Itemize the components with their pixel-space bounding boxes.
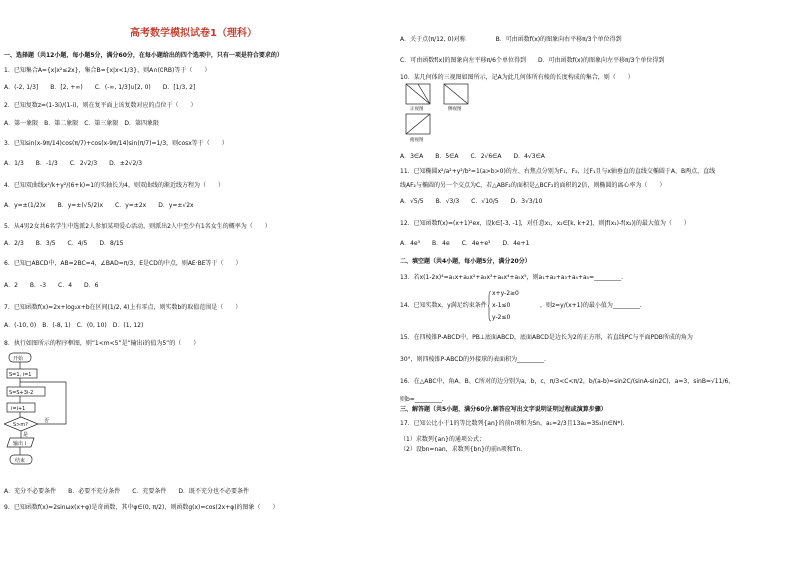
constraint-brace xyxy=(488,290,492,322)
section-answer-heading: 三、解答题（共5小题，满分60分.解答应写出文字说明证明过程或演算步骤） xyxy=(400,406,607,413)
question-3-options: A．1/3 B．-1/3 C．2√2/3 D．±2√2/3 xyxy=(4,160,143,167)
flowchart-yes-label: 是 xyxy=(23,432,29,438)
question-3: 3．已知sin(x-9π/14)cos(π/7)+cos(x-9π/14)sin(π/7)=1/3，则cosx等于（ ） xyxy=(4,140,228,147)
question-11-options: A．√5/5 B．√3/3 C．√10/5 D．3√3/10 xyxy=(400,198,543,205)
front-view-label: 正视图 xyxy=(410,107,424,112)
question-14-constraint-3: y-2≤0 xyxy=(492,314,511,321)
flowchart-no-label: 否 xyxy=(44,418,50,424)
question-12: 12．已知函数f(x)=(x+1)²ex，设k∈[-3, -1]，对任意x₁，x₂∈[k, k+2]，则|f(x₁)-f(x₂)|的最大值为（ ） xyxy=(400,220,690,227)
section-choice-heading: 一、选择题（共12小题，每小题5分，满分60分，在每小题给出的四个选项中，只有一项是符合要求的） xyxy=(4,52,283,59)
question-16: 16．在△ABC中，角A、B、C所对的边分别为a，b，c，π/3<C<π/2，b/(a-b)=sin2C/(sinA-sin2C)，a=3，sinB=√11/6， xyxy=(400,378,735,385)
flowchart-start-label: 开始 xyxy=(13,356,24,362)
question-11-cont: 线AF₂与椭圆的另一个交点为C，若△ABF₂的面积是△BCF₂的面积的2倍，则椭圆的离心率为（ ） xyxy=(400,182,666,189)
question-2: 2．已知复数z=(1-3i)/(1-i)，则在复平面上该复数对应的点位于（ ） xyxy=(4,102,197,109)
question-15: 15．在四棱锥P-ABCD中，PB⊥底面ABCD，底面ABCD是边长为2的正方形，若直线PC与平面PDB所成的角为 xyxy=(400,334,693,341)
question-16-cont: 则b=_________. xyxy=(400,396,444,403)
question-5-options: A．2/3 B．3/5 C．4/5 D．8/15 xyxy=(4,240,124,247)
question-11: 11．已知椭圆x²/a²+y²/b²=1(a>b>0)的左、右焦点分别为F₁，F₂，过F₁且与x轴垂直的直线交椭圆于A、B两点，直线 xyxy=(400,168,716,175)
top-view-label: 俯视图 xyxy=(410,138,424,143)
flowchart-increment-label: i=i+1 xyxy=(11,406,26,412)
question-17-part-1: （1）求数列{an}的通项公式； xyxy=(400,436,485,443)
question-14: 14．已知实数x，y满足约束条件 xyxy=(400,302,487,309)
question-13: 13．若x(1-2x)⁴=a₁x+a₂x²+a₃x³+a₄x⁴+a₅x⁵，则a₁+a₂+a₃+a₄+a₅=_________. xyxy=(400,274,623,281)
question-8-options: A．充分不必要条件 B．必要不充分条件 C．充要条件 D．既不充分也不必要条件 xyxy=(4,488,250,495)
question-17: 17．已知公比小于1的等比数列{an}的前n项和为Sn，a₁=2/3且13a₂=3S₃(n∈N*). xyxy=(400,420,625,427)
flowchart-diagram xyxy=(4,350,94,478)
side-view-label: 侧视图 xyxy=(448,107,462,112)
question-14-cont: ，则z=y/(x+1)的最小值为_________. xyxy=(540,302,642,309)
question-1: 1．已知集合A={x|x²≤2x}，集合B={x|x<1/3}，则A∩(∁RB)等于（ ） xyxy=(4,67,211,74)
question-1-options: A．(-2, 1/3] B．[2, +∞) C．(-∞, 1/3]∪[2, 0) D．[1/3, 2] xyxy=(4,84,196,91)
question-9-options-ab: A．关于点(π/12, 0)对称 B．可由函数f(x)的图象向右平移π/3个单位得到 xyxy=(400,36,622,43)
question-6: 6．已知□ABCD中，AB=2BC=4，∠BAD=π/3，E是CD的中点，则AE·BE等于（ ） xyxy=(4,260,242,267)
right-column xyxy=(400,0,785,562)
question-10: 10．某几何体的三视图如图所示，记A为此几何体所有棱的长度构成的集合，则（ ） xyxy=(400,74,634,81)
section-fill-heading: 二、填空题（共4小题，每小题5分，满分20分） xyxy=(400,258,531,265)
question-2-options: A．第一象限 B．第二象限 C．第三象限 D．第四象限 xyxy=(4,120,160,127)
question-4-options: A．y=±(1/2)x B．y=±(√5/2)x C．y=±2x D．y=±√2x xyxy=(4,202,194,209)
question-5: 5．从4男2女共6名学生中选派2人参加某项爱心活动，则派出2人中至少有1名女生的概率为（ ） xyxy=(4,223,271,230)
three-view-diagram xyxy=(404,82,484,144)
question-10-options: A．3∈A B．5∈A C．2√6∈A D．4√3∈A xyxy=(400,153,545,160)
flowchart-sum-label: S=S+3i-2 xyxy=(9,390,34,396)
question-9: 9．已知函数f(x)=2sinωx(x+φ)是奇函数，其中φ∈(0, π/2)，则函数g(x)=cos(2x+φ)的图象（ ） xyxy=(4,504,279,511)
question-14-constraint-1: x+y-2≥0 xyxy=(492,290,519,297)
flowchart-end-label: 结束 xyxy=(15,458,26,464)
question-14-constraint-2: x-1≤0 xyxy=(492,302,511,309)
question-8: 8．执行如图所示的程序框图，则”1<m<5”是”输出i的值为5”的（ ） xyxy=(4,340,200,347)
question-12-options: A．4e³ B．4e C．4e+e³ D．4e+1 xyxy=(400,240,530,247)
question-6-options: A．2 B．-3 C．4 D．6 xyxy=(4,282,99,289)
question-9-options-cd: C．可由函数f(x)的图象向左平移π/6个单位得到 D．可由函数f(x)的图象向左平移π/3个单位得到 xyxy=(400,57,665,64)
question-7: 7．已知函数f(x)=2x+log₂x+b在区间(1/2, 4)上有零点，则实数b的取值范围是（ ） xyxy=(4,304,242,311)
question-4: 4．已知双曲线x²/k+y²/(6+k)=1的实轴长为4，则双曲线的渐近线方程为（ ） xyxy=(4,182,224,189)
question-15-cont: 30°，则四棱锥P-ABCD的外接球的表面积为_________. xyxy=(400,356,546,363)
question-17-part-2: （2）设bn=nan，求数列{bn}的前n项和Tn. xyxy=(400,446,523,453)
flowchart-output-label: 输出 i xyxy=(13,441,26,447)
left-column xyxy=(4,0,389,562)
page-title: 高考数学模拟试卷1（理科） xyxy=(130,28,257,39)
flowchart-init-label: S=1, i=1 xyxy=(9,372,32,378)
flowchart-condition-label: S>m? xyxy=(13,422,28,428)
question-7-options: A．(-10, 0) B．(-8, 1) C．(0, 10) D．(1, 12) xyxy=(4,322,144,329)
